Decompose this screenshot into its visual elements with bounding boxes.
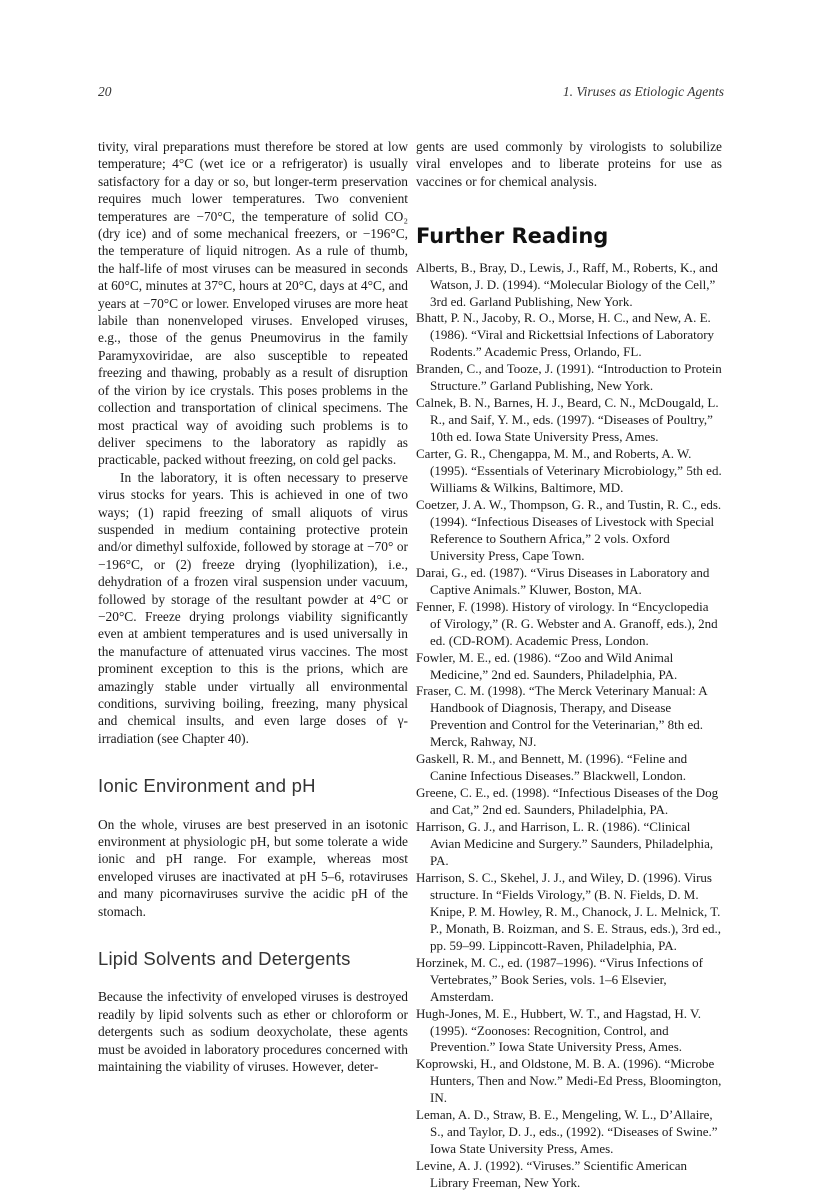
reference-item: Fowler, M. E., ed. (1986). “Zoo and Wild Animal Medicine,” 2nd ed. Saunders, Philadelphia, PA. [416, 649, 678, 682]
reference-item: Darai, G., ed. (1987). “Virus Diseases in Laboratory and Captive Animals.” Kluwer, Boston, MA. [416, 564, 710, 597]
left-column [98, 138, 408, 1076]
reference-item: Greene, C. E., ed. (1998). “Infectious Diseases of the Dog and Cat,” 2nd ed. Saunders, Philadelphia, PA. [416, 785, 719, 818]
reference-item: Horzinek, M. C., ed. (1987–1996). “Virus Infections of Vertebrates,” Book Series, vols. 1–6 Elsevier, Amsterdam. [416, 954, 703, 1004]
paragraph-ionic-environment: On the whole, viruses are best preserved in an isotonic environment at physiologic pH, but some tolerate a wide ionic and pH range. For example, whereas most enveloped viruses are inactivated at pH 5–6, rotaviruses and many picornaviruses survive the acidic pH of the stomach. [98, 816, 408, 919]
reference-list [416, 260, 722, 1192]
paragraph-detergents-continued: gents are used commonly by virologists to solubilize viral envelopes and to liberate proteins for use as vaccines or for chemical analysis. [416, 139, 722, 189]
reference-item: Harrison, S. C., Skehel, J. J., and Wiley, D. (1996). Virus structure. In “Fields Virology,” (B. N. Fields, D. M. Knipe, P. M. Howley, R. M., Chanock, J. L. Melnick, T. P., Monath, B. Roizman, and S. E. Straus, eds.), 3rd ed., pp. 59–99. Lippincott-Raven, Philadelphia, PA. [416, 869, 722, 953]
reference-item: Levine, A. J. (1992). “Viruses.” Scientific American Library Freeman, New York. [416, 1158, 688, 1191]
reference-item: Harrison, G. J., and Harrison, L. R. (1986). “Clinical Avian Medicine and Surgery.” Saunders, Philadelphia, PA. [416, 819, 714, 868]
reference-item: Coetzer, J. A. W., Thompson, G. R., and Tustin, R. C., eds. (1994). “Infectious Diseases of Livestock with Special Reference to Southern Africa,” 2 vols. Oxford University Press, Cape Town. [416, 496, 722, 563]
further-reading-heading: Further Reading [416, 224, 609, 249]
page-number: 20 [98, 84, 112, 99]
running-title: 1. Viruses as Etiologic Agents [562, 84, 724, 99]
reference-item: Branden, C., and Tooze, J. (1991). “Introduction to Protein Structure.” Garland Publishing, New York. [416, 361, 722, 394]
reference-item: Fraser, C. M. (1998). “The Merck Veterinary Manual: A Handbook of Diagnosis, Therapy, and Disease Prevention and Control for the Veterinarian,” 8th ed. Merck, Rahway, NJ. [416, 683, 707, 750]
right-column [416, 138, 722, 1192]
section-heading-lipid-solvents: Lipid Solvents and Detergents [98, 948, 351, 970]
reference-item: Carter, G. R., Chengappa, M. M., and Roberts, A. W. (1995). “Essentials of Veterinary Microbiology,” 5th ed. Williams & Wilkins, Baltimore, MD. [416, 446, 722, 496]
reference-item: Hugh-Jones, M. E., Hubbert, W. T., and Hagstad, H. V. (1995). “Zoonoses: Recognition, Control, and Prevention.” Iowa State University Press, Ames. [416, 1005, 702, 1055]
reference-item: Gaskell, R. M., and Bennett, M. (1996). “Feline and Canine Infectious Diseases.” Blackwell, London. [416, 751, 688, 784]
paragraph-virus-stocks: In the laboratory, it is often necessary to preserve virus stocks for years. This is achieved in one of two ways; (1) rapid freezing of small aliquots of virus suspended in medium containing protective protein and/or dimethyl sulfoxide, followed by storage at −70° or −196°C, or (2) freeze drying (lyophilization), i.e., dehydration of a frozen viral suspension under vacuum, followed by storage of the resultant powder at 4°C or −20°C. Freeze drying prolongs viability significantly even at ambient temperatures and is used universally in the manufacture of attenuated virus vaccines. The most prominent exception to this is the prions, which are amazingly stable under virtually all environmental conditions, surviving boiling, freezing, many physical and chemical insults, and even large doses of γ-irradiation (see Chapter 40). [98, 469, 408, 746]
paragraph-lipid-solvents: Because the infectivity of enveloped viruses is destroyed readily by lipid solvents such as ether or chloroform or detergents such as sodium deoxycholate, these agents must be avoided in laboratory procedures concerned with maintaining the viability of viruses. However, deter- [98, 989, 408, 1075]
reference-item: Bhatt, P. N., Jacoby, R. O., Morse, H. C., and New, A. E. (1986). “Viral and Rickettsial Infections of Laboratory Rodents.” Academic Press, Orlando, FL. [416, 310, 715, 360]
reference-item: Alberts, B., Bray, D., Lewis, J., Raff, M., Roberts, K., and Watson, J. D. (1994). “Molecular Biology of the Cell,” 3rd ed. Garland Publishing, New York. [416, 259, 718, 309]
reference-item: Koprowski, H., and Oldstone, M. B. A. (1996). “Microbe Hunters, Then and Now.” Medi-Ed Press, Bloomington, IN. [416, 1056, 722, 1106]
reference-item: Fenner, F. (1998). History of virology. In “Encyclopedia of Virology,” (R. G. Webster and A. Granoff, eds.), 2nd ed. (CD-ROM). Academic Press, London. [416, 598, 718, 648]
paragraph-storage-temperature: tivity, viral preparations must therefore be stored at low temperature; 4°C (wet ice or a refrigerator) is usually satisfactory for a day or so, but longer-term preservation requires much lower temperatures. Two convenient temperatures are −70°C, the temperature of solid CO₂ (dry ice) and of some mechanical freezers, or −196°C, the temperature of liquid nitrogen. As a rule of thumb, the half-life of most viruses can be measured in seconds at 60°C, minutes at 37°C, hours at 20°C, days at 4°C, and years at −70°C or lower. Enveloped viruses are more heat labile than nonenveloped viruses. Enveloped viruses, e.g., those of the genus Pneumovirus in the family Paramyxoviridae, are also susceptible to repeated freezing and thawing, probably as a result of disruption of the virion by ice crystals. This poses problems in the collection and transportation of clinical specimens. The most practical way of avoiding such problems is to deliver specimens to the laboratory as rapidly as practicable, packed without freezing, on cold gel packs. [98, 139, 408, 468]
page-header [98, 84, 724, 104]
reference-item: Leman, A. D., Straw, B. E., Mengeling, W. L., D’Allaire, S., and Taylor, D. J., eds., (1992). “Diseases of Swine.” Iowa State University Press, Ames. [416, 1107, 718, 1157]
reference-item: Calnek, B. N., Barnes, H. J., Beard, C. N., McDougald, L. R., and Saif, Y. M., eds. (1997). “Diseases of Poultry,” 10th ed. Iowa State University Press, Ames. [416, 395, 719, 445]
section-heading-ionic-environment: Ionic Environment and pH [98, 775, 316, 797]
